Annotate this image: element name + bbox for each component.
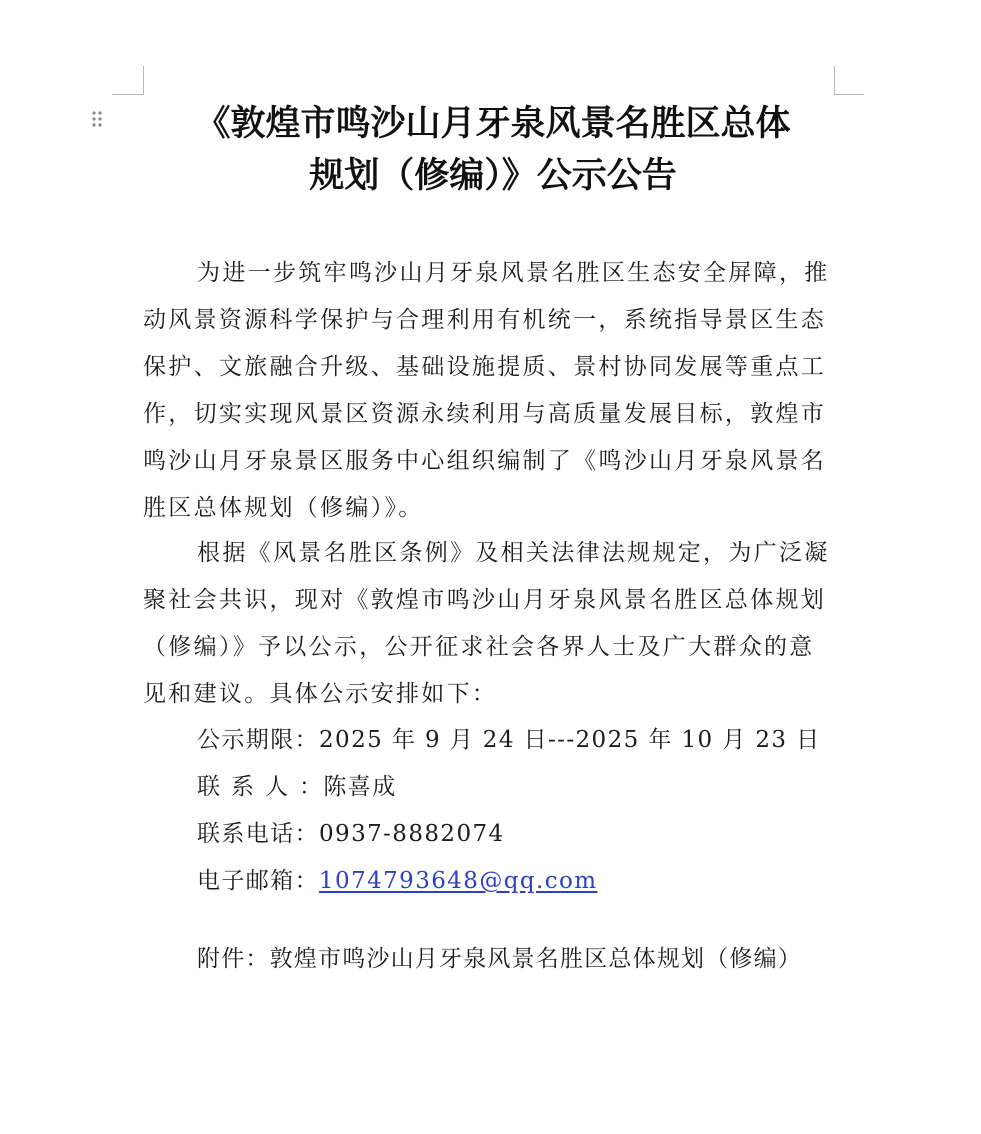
contact-email [197, 858, 597, 905]
page-margin-mark-top-left [112, 94, 144, 95]
contact-person [197, 764, 397, 811]
phone-value: 0937-8882074 [319, 821, 505, 847]
email-label: 电子邮箱： [197, 868, 319, 894]
page-margin-mark-top-left [143, 66, 144, 94]
paragraph-intro [143, 250, 835, 532]
publicity-period [197, 717, 821, 764]
title-line-1: 《敦煌市鸣沙山月牙泉风景名胜区总体 [195, 104, 791, 144]
period-value: 2025 年 9 月 24 日---2025 年 10 月 23 日 [319, 727, 821, 753]
contact-value: 陈喜成 [323, 774, 397, 800]
paragraph-announcement-text: 根据《风景名胜区条例》及相关法律法规规定，为广泛凝聚社会共识，现对《敦煌市鸣沙山月牙泉风景名胜区总体规划（修编）》予以公示，公开征求社会各界人士及广大群众的意见和建议。具体公示安排如下： [143, 540, 830, 707]
page-margin-mark-top-right [834, 94, 864, 95]
drag-handle-icon[interactable] [91, 110, 103, 128]
email-link[interactable]: 1074793648@qq.com [319, 868, 598, 894]
contact-colon: ： [299, 774, 324, 800]
contact-phone [197, 811, 505, 858]
paragraph-intro-text: 为进一步筑牢鸣沙山月牙泉风景名胜区生态安全屏障，推动风景资源科学保护与合理利用有机统一，系统指导景区生态保护、文旅融合升级、基础设施提质、景村协同发展等重点工作，切实实现风景区资源永续利用与高质量发展目标，敦煌市鸣沙山月牙泉景区服务中心组织编制了《鸣沙山月牙泉风景名胜区总体规划（修编）》。 [143, 260, 830, 521]
paragraph-announcement [143, 530, 835, 718]
title-line-2: 规划（修编）》公示公告 [309, 156, 677, 196]
phone-label: 联系电话： [197, 821, 319, 847]
attachment-note: 附件：敦煌市鸣沙山月牙泉风景名胜区总体规划（修编） [197, 946, 802, 972]
period-label: 公示期限： [197, 727, 319, 753]
page-margin-mark-top-right [834, 66, 835, 94]
contact-label: 联系人 [197, 774, 299, 800]
document-title [143, 98, 843, 202]
